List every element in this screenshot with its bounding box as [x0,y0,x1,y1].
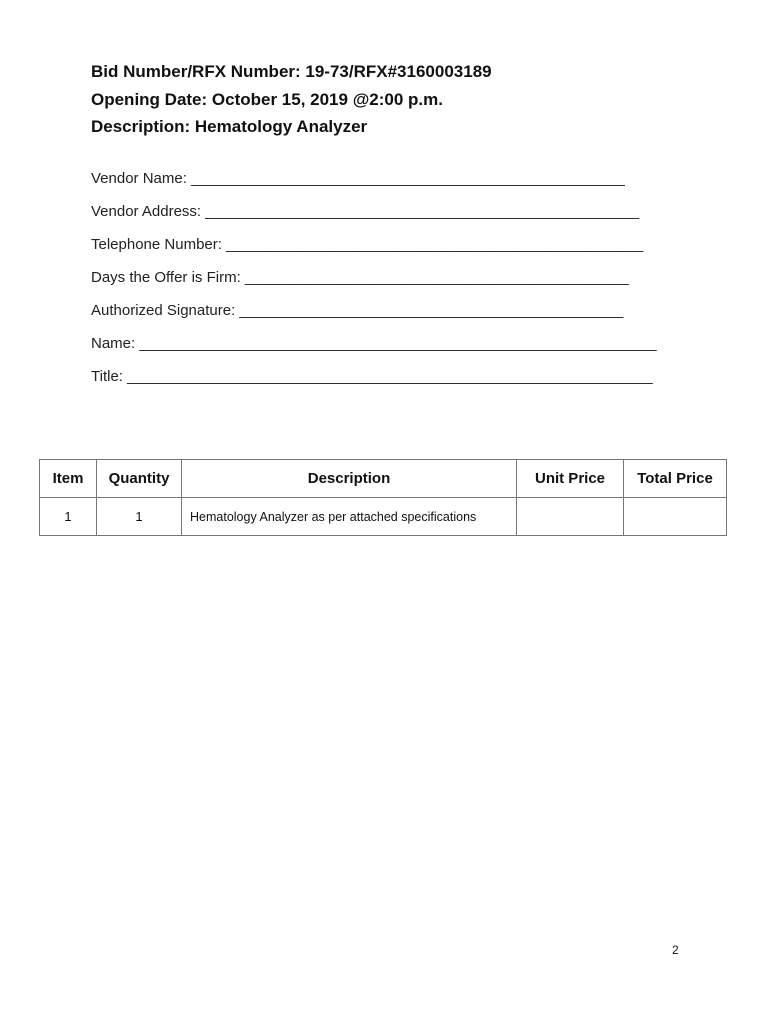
table-row [40,498,727,536]
unit-price-cell [517,498,624,536]
vendor-fields [91,162,657,393]
vendor-name-field: Vendor Name: ____________________________________________________ [91,170,625,187]
column-header-description: Description [182,460,517,498]
vendor-address-field: Vendor Address: ____________________________________________________ [91,203,640,220]
column-header-quantity: Quantity [97,460,182,498]
opening-date: Opening Date: October 15, 2019 @2:00 p.m. [91,89,443,109]
quantity-cell: 1 [97,498,182,536]
title-field: Title: _______________________________________________________________ [91,368,653,385]
bid-header [91,58,492,141]
days-offer-firm-field: Days the Offer is Firm: ______________________________________________ [91,269,629,286]
column-header-total-price: Total Price [624,460,727,498]
bid-description: Description: Hematology Analyzer [91,117,368,136]
bid-number: Bid Number/RFX Number: 19-73/RFX#3160003189 [91,62,492,81]
telephone-number-field: Telephone Number: __________________________________________________ [91,236,644,253]
column-header-item: Item [40,460,97,498]
name-field: Name: ______________________________________________________________ [91,335,657,352]
table-header-row [40,460,727,498]
description-cell: Hematology Analyzer as per attached specifications [182,498,517,536]
items-table [39,459,727,536]
page-number: 2 [672,943,679,957]
authorized-signature-field: Authorized Signature: ______________________________________________ [91,302,624,319]
item-cell: 1 [40,498,97,536]
column-header-unit-price: Unit Price [517,460,624,498]
total-price-cell [624,498,727,536]
